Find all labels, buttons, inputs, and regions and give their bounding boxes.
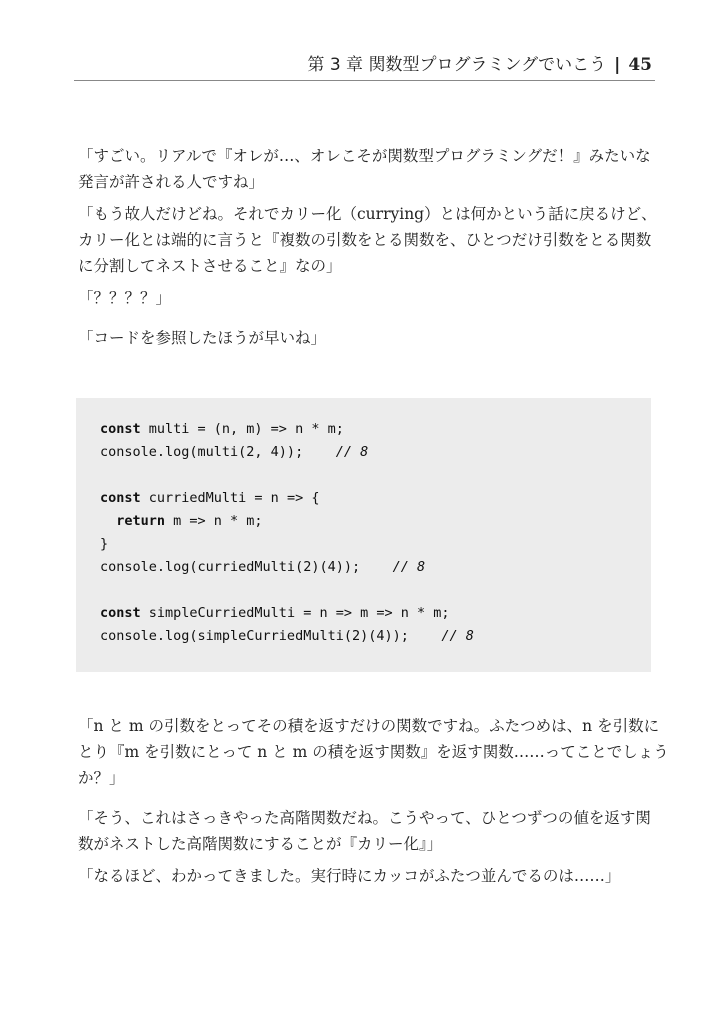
header-rule (74, 80, 655, 81)
code-line (100, 556, 474, 579)
code-block (76, 398, 651, 672)
text-line: 「コードを参照したほうが早いね」 (78, 329, 327, 347)
code-text: } (100, 536, 109, 552)
paragraph (78, 325, 658, 351)
text-line: 発言が許される人ですね」 (78, 173, 265, 191)
code-line (100, 464, 474, 487)
text-line: とり『m を引数にとって n と m の積を返す関数』を返す関数……ってことでしょう (78, 743, 669, 761)
header-separator: | (614, 55, 621, 75)
code-line (100, 602, 474, 625)
code-text: console.log(simpleCurriedMulti(2)(4)); (100, 628, 442, 644)
chapter-title: 第 3 章 関数型プログラミングでいこう (307, 55, 607, 75)
code-text: multi = (n, m) => n * m; (140, 421, 344, 437)
text-line: 「そう、これはさっきやった高階関数だね。こうやって、ひとつずつの値を返す関 (78, 809, 651, 827)
code-keyword: const (100, 490, 141, 506)
text-line: 「すごい。リアルで『オレが…、オレこそが関数型プログラミングだ！』みたいな (78, 147, 651, 165)
text-line: 数がネストした高階関数にすることが『カリー化』」 (78, 835, 443, 853)
code-comment: // 8 (441, 628, 474, 644)
code-text: m => n * m; (165, 513, 263, 529)
paragraph (78, 863, 658, 889)
paragraph (78, 805, 658, 857)
code-comment: // 8 (392, 559, 426, 575)
code-line (100, 533, 474, 556)
text-line: カリー化とは端的に言うと『複数の引数をとる関数を、ひとつだけ引数をとる関数 (78, 231, 652, 249)
code-text: curriedMulti = n => { (140, 490, 320, 506)
text-line: に分割してネストさせること』なの」 (78, 257, 342, 275)
paragraph (78, 143, 658, 195)
text-line: 「n と m の引数をとってその積を返すだけの関数ですね。ふたつめは、n を引数に (78, 717, 660, 735)
code-line (100, 441, 474, 464)
text-line: か？」 (78, 769, 125, 787)
paragraph (78, 201, 658, 279)
code-line (100, 510, 474, 533)
code-keyword: const (100, 421, 141, 437)
code-text: console.log(multi(2, 4)); (100, 444, 336, 460)
code-line (100, 625, 474, 648)
paragraph (78, 713, 669, 791)
code-keyword: const (100, 605, 141, 621)
text-line: 「？？？？」 (78, 289, 172, 307)
code-text: simpleCurriedMulti = n => m => n * m; (140, 605, 450, 621)
code-line (100, 487, 474, 510)
code-text: console.log(curriedMulti(2)(4)); (100, 559, 393, 575)
paragraph (78, 285, 658, 311)
text-line: 「もう故人だけどね。それでカリー化（currying）とは何かという話に戻るけど、 (78, 205, 657, 223)
code-comment: // 8 (335, 444, 369, 460)
running-header (307, 50, 652, 75)
page-number: 45 (628, 55, 652, 75)
code-line (100, 418, 474, 441)
code-keyword: return (100, 513, 166, 529)
text-line: 「なるほど、わかってきました。実行時にカッコがふたつ並んでるのは……」 (78, 867, 621, 885)
code-line (100, 579, 474, 602)
